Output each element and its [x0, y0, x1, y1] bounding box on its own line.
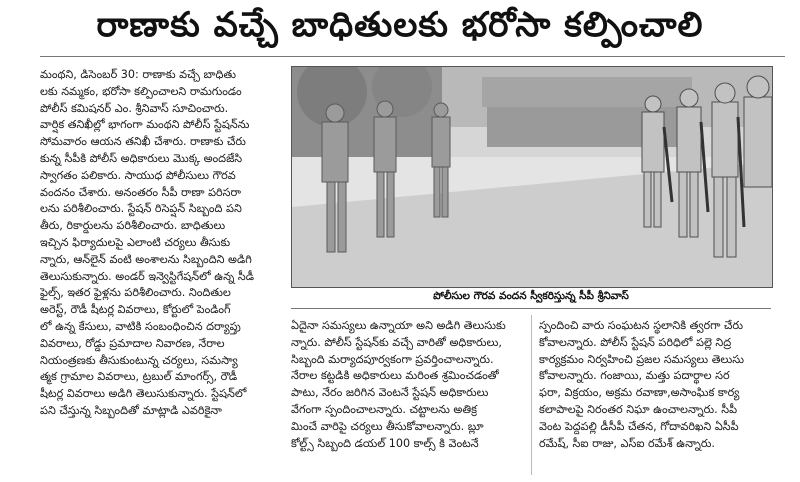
- text-line: కోవాలన్నారు. పోలీస్ స్టేషన్ పరిధిలో పల్లె నిద్ర: [539, 335, 732, 349]
- text-line: నియంత్రణకు తీసుకుంటున్న చర్యలు, సమస్యా: [40, 353, 238, 367]
- news-photo: [291, 66, 773, 288]
- text-line: మంథని, డిసెంబర్ 30: రాణాకు వచ్చే బాధితు: [40, 68, 237, 81]
- article-column-3: [539, 318, 771, 452]
- column-divider: [531, 315, 532, 475]
- article-column-2: [291, 318, 523, 452]
- text-line: ఫరా, విక్రయం, అక్రమ రవాణా,అసాంఘిక కార్య: [539, 386, 740, 400]
- text-line: ఏదైనా సమస్యలు ఉన్నాయా అని అడిగి తెలుసుకు: [291, 319, 506, 332]
- text-line: కున్న సీపీకి పోలీస్ అధికారులు మొక్క అందజేసి: [40, 151, 243, 165]
- text-line: సోమవారం ఆయన తనిఖీ చేశారు. రాణాకు చేరు: [40, 135, 246, 149]
- photo-caption: పోలీసుల గౌరవ వందన స్వీకరిస్తున్న సీపీ శ్రీనివాస్: [433, 290, 629, 302]
- text-line: లో ఉన్న కేసులు, వాటికి సంబంధించిన దర్యాప్తు: [40, 319, 241, 333]
- text-line: కోల్ట్స్ సిబ్బంది డయల్ 100 కాల్స్ కి వెంటనే: [291, 436, 479, 450]
- text-line: పని చేస్తున్న సిబ్బందితో మాట్లాడి ఎవరికైనా: [40, 403, 222, 417]
- text-line: న్నారు, ఆన్‌లైన్ వంటి అంశాలను సిబ్బందిని అడిగి: [40, 252, 252, 266]
- text-line: షీటర్ల వివరాలు అడిగి తెలుసుకున్నారు. స్టేషన్‌లో: [40, 387, 247, 401]
- text-line: వార్షిక తనిఖీల్లో భాగంగా మంథని పోలీస్ స్టేషన్‌ను: [40, 118, 250, 132]
- text-line: సిబ్బంది మర్యాదపూర్వకంగా ప్రవర్తించాలన్నారు.: [291, 352, 494, 366]
- text-line: పోలీస్ కమిషనర్ ఎం. శ్రీనివాస్ సూచించారు.: [40, 101, 229, 115]
- caption-rule: [291, 308, 771, 309]
- text-line: స్వాగతం పలికారు. సాయుధ పోలీసులు గౌరవ: [40, 168, 236, 182]
- text-line: పాటు, నేరం జరిగిన వెంటనే స్టేషన్ అధికారులు: [291, 386, 489, 400]
- text-line: లను పరిశీలించారు. స్టేషన్ రిసెప్షన్ సిబ్బంది పని: [40, 202, 242, 216]
- text-line: నేరాల కట్టడికి అధికారులు మరింత శ్రమించడంతో: [291, 369, 499, 383]
- article-column-1: [40, 67, 284, 420]
- text-line: స్పందించి వారు సంఘటన స్థలానికి త్వరగా చేరు: [539, 319, 743, 332]
- text-line: రమేష్, సీఐ రాజు, ఎస్ఐ రమేశ్ ఉన్నారు.: [539, 436, 715, 450]
- headline-rule: [40, 56, 785, 57]
- text-line: మించే వారిపై చర్యలు తీసుకోవాలన్నారు. బ్లూ: [291, 419, 484, 433]
- text-line: కలాపాలపై నిరంతర నిఘా ఉంచాలన్నారు. సీపీ: [539, 402, 738, 416]
- text-line: ఇచ్చిన ఫిర్యాదులపై ఎలాంటి చర్యలు తీసుకు: [40, 235, 231, 249]
- headline: రాణాకు వచ్చే బాధితులకు భరోసా కల్పించాలి: [96, 5, 704, 45]
- text-line: తీరు, రికార్డులను పరిశీలించారు. బాధితులు: [40, 219, 226, 233]
- text-line: వందనం చేశారు. అనంతరం సీపీ రాణా పరిసరా: [40, 185, 241, 199]
- text-line: లకు నమ్మకం, భరోసా కల్పించాలని రామగుండం: [40, 84, 242, 98]
- text-line: త్మక గ్రామాల వివరాలు, ట్రబుల్ మాంగర్స్, రౌడీ: [40, 370, 238, 384]
- text-line: న్నారు. పోలీస్ స్టేషన్‌కు వచ్చే వారితో అధికారులు,: [291, 335, 502, 349]
- text-line: వివరాలు, రోడ్డు ప్రమాదాల నివారణ, నేరాల: [40, 336, 225, 350]
- text-line: ఫైల్స్, ఇతర ఫైళ్లను పరిశీలించారు. నిందితుల: [40, 286, 231, 300]
- text-line: అరెస్ట్, రౌడీ షీటర్ల వివరాలు, కోర్టులో పెండింగ్: [40, 303, 231, 317]
- text-line: కోవాలన్నారు. గంజాయి, మత్తు పదార్థాల సర: [539, 369, 730, 383]
- text-line: కార్యక్రమం నిర్వహించి ప్రజల సమస్యలు తెలుసు: [539, 352, 744, 366]
- text-line: వేగంగా స్పందించాలన్నారు. చట్టాలను అతిక్ర: [291, 402, 477, 416]
- text-line: తెలుసుకున్నారు. అండర్ ఇన్వెస్టిగేషన్‌లో ఉన్న సీడీ: [40, 269, 254, 283]
- text-line: వెంట పెద్దపల్లి డీసీపీ చేతన, గోదావరిఖని ఏసీపీ: [539, 419, 739, 433]
